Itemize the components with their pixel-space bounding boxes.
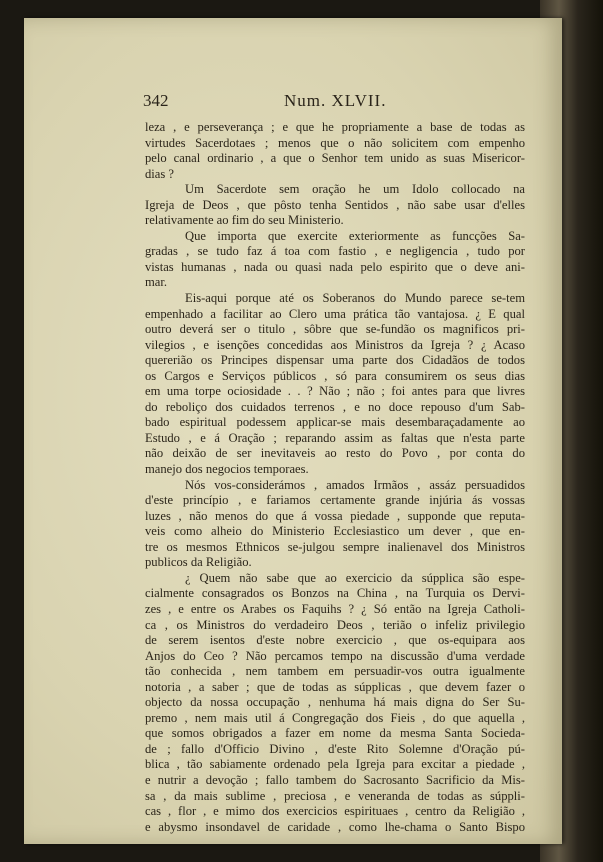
page-title: Num. XLVII. <box>284 91 387 110</box>
text-line: Eis-aqui porque até os Soberanos do Mundo parece se-tem <box>185 291 525 306</box>
text-line: Estudo , e á Oração ; reparando assim as faltas que n'esta parte <box>145 430 525 445</box>
text-line: tre os mesmos Ethnicos se-julgou sempre inalienavel dos Ministros <box>145 539 525 554</box>
text-line: e nutrir a devoção ; fallo tambem do Sacrosanto Sacrificio da Mis- <box>145 772 525 787</box>
body-text <box>145 120 525 835</box>
text-line: dias ? <box>145 166 175 181</box>
text-line: e abysmo insondavel de caridade , como lhe-chama o Santo Bispo <box>145 819 525 834</box>
text-line: gradas , se tudo faz á toa com fastio , e negligencia , tudo por <box>145 244 525 259</box>
text-line: que somos obrigados a fazer em nome da mesma Santa Socieda- <box>145 726 525 741</box>
text-line: zes , e entre os Arabes os Faquihs ? ¿ Só então na Igreja Catholi- <box>145 601 525 616</box>
text-line: d'este princípio , e fariamos certamente grande injúria ás vossas <box>145 493 525 508</box>
text-line: Anjos do Ceo ? Não percamos tempo na discussão d'uma verdade <box>145 648 525 663</box>
text-line: empenhado a facilitar ao Clero uma prática tão vantajosa. ¿ E qual <box>145 306 525 321</box>
text-line: tão conhecida , nem tambem em persuadir-vos outra igualmente <box>145 664 525 679</box>
text-line: cas , flor , e mimo dos exercicios espirituaes , centro da Religião , <box>145 804 525 819</box>
text-line: outro deverá ser o titulo , sôbre que se-fundão os magnificos pri- <box>145 322 525 337</box>
text-line: publicos da Religião. <box>145 555 252 570</box>
text-line: bado espiritual podessem applicar-se mais desembaraçadamente ao <box>145 415 525 430</box>
text-line: ca , os Ministros do verdadeiro Deos , terião o infeliz privilegio <box>145 617 525 632</box>
running-head <box>143 91 413 113</box>
text-line: luzes , não menos do que á vossa piedade , supponde que reputa- <box>145 508 525 523</box>
text-line: os Cargos e Serviços públicos , só para consumirem os seus dias <box>145 368 525 383</box>
text-line: notoria , a saber ; que de todas as súpplicas , que devem fazer o <box>145 679 525 694</box>
text-line: leza , e perseverança ; e que he propriamente a base de todas as <box>145 120 525 134</box>
text-line: quererião os Principes dispensar uma parte dos Cidadãos de todos <box>145 353 525 368</box>
text-line: de serem isentos d'este nobre exercicio , que os-equipara aos <box>145 633 525 648</box>
text-line: cialmente consagrados os Bonzos na China , na Turquia os Dervi- <box>145 586 525 601</box>
text-line: virtudes Sacerdotaes ; menos que o não solicitem com empenho <box>145 135 525 150</box>
text-line: do reboliço dos cuidados terrenos , e no doce repouso d'um Sab- <box>145 399 525 414</box>
text-line: pelo canal ordinario , a que o Senhor tem unido as suas Misericor- <box>145 151 525 166</box>
text-line: objecto da nossa occupação , nenhuma há mais digna do Ser Su- <box>145 695 525 710</box>
text-line: em uma torpe ociosidade . . ? Não ; não ; foi antes para que livres <box>145 384 525 399</box>
text-line: Igreja de Deos , que pôsto tenha Sentidos , não sabe usar d'elles <box>145 197 525 212</box>
text-line: mar. <box>145 275 168 290</box>
text-line: vilegios , e isenções concedidas aos Ministros da Igreja ? ¿ Acaso <box>145 337 525 352</box>
text-line: não deixão de ser inevitaveis ao resto do Povo , por conta do <box>145 446 525 461</box>
text-line: relativamente ao fim do seu Ministerio. <box>145 213 344 228</box>
text-line: Nós vos-considerámos , amados Irmãos , assáz persuadidos <box>185 477 525 492</box>
text-line: blica , tão sabiamente ordenado pela Igreja para excitar a piedade , <box>145 757 525 772</box>
text-line: veis como alheio do Ministerio Ecclesiastico um dever , que en- <box>145 524 525 539</box>
text-line: de ; fallo d'Officio Divino , d'este Rito Solemne d'Oração pú- <box>145 741 525 756</box>
text-line: premo , nem mais util á Congregação dos Fieis , do que aquella , <box>145 710 525 725</box>
text-line: ¿ Quem não sabe que ao exercicio da súpplica são espe- <box>185 570 525 585</box>
text-line: sa , da mais sublime , preciosa , e veneranda de todas as súppli- <box>145 788 525 803</box>
text-line: Um Sacerdote sem oração he um Idolo collocado na <box>185 182 525 197</box>
text-line: manejo dos negocios temporaes. <box>145 462 309 477</box>
page-number: 342 <box>143 91 169 110</box>
text-line: vistas humanas , nada ou quasi nada pelo espirito que o deve ani- <box>145 259 525 274</box>
text-line: Que importa que exercite exteriormente as funcções Sa- <box>185 228 525 243</box>
